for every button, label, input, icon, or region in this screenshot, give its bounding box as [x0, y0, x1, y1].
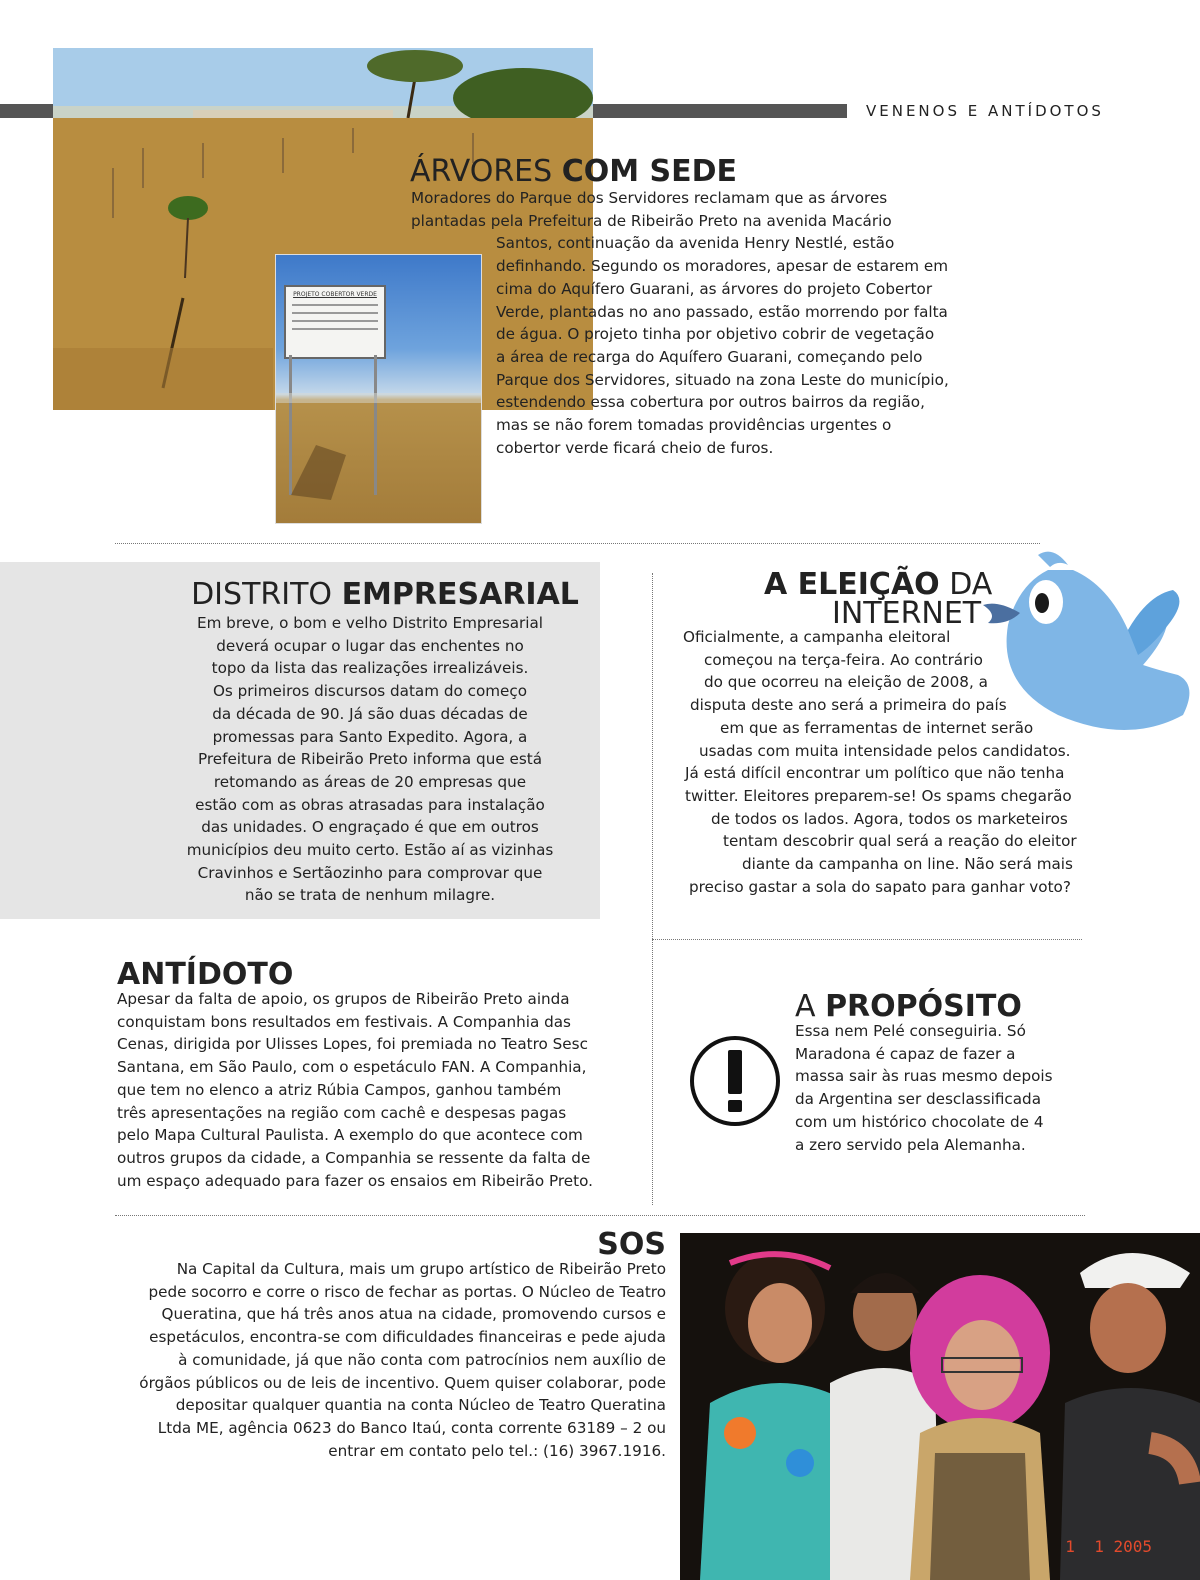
text-line: pelo Mapa Cultural Paulista. A exemplo do que acontece com — [117, 1126, 583, 1145]
text-line: plantadas pela Prefeitura de Ribeirão Preto na avenida Macário — [411, 211, 892, 230]
text-line: que tem no elenco a atriz Rúbia Campos, ganhou também — [117, 1080, 562, 1099]
text-line: depositar qualquer quantia na conta Núcleo de Teatro Queratina — [175, 1396, 666, 1415]
text-line: preciso gastar a sola do sapato para ganhar voto? — [689, 877, 1071, 896]
text-line: twitter. Eleitores preparem-se! Os spams chegarão — [685, 786, 1072, 805]
eleicao-title-line2 — [670, 596, 1090, 631]
divider — [652, 573, 653, 1205]
text-line: Em breve, o bom e velho Distrito Empresarial — [196, 614, 544, 632]
text-line: conquistam bons resultados em festivais. A Companhia das — [117, 1012, 571, 1031]
text-line: da Argentina ser desclassificada — [795, 1090, 1042, 1109]
proposito-body — [795, 1020, 1095, 1156]
text-line: cima do Aquífero Guarani, as árvores do projeto Cobertor — [496, 279, 933, 298]
text-line: Parque dos Servidores, situado na zona Leste do município, — [496, 370, 949, 389]
distrito-title-light: DISTRITO — [191, 577, 342, 612]
sos-article — [110, 1228, 666, 1462]
header-bar-right — [592, 104, 847, 118]
antidoto-article — [117, 958, 637, 1192]
text-line: não se trata de nenhum milagre. — [244, 886, 496, 905]
eleicao-article — [670, 567, 1090, 898]
text-line: Maradona é capaz de fazer a — [795, 1044, 1016, 1063]
sos-title — [110, 1228, 666, 1262]
text-line: a zero servido pela Alemanha. — [795, 1135, 1026, 1154]
text-line: diante da campanha on line. Não será mais — [742, 855, 1073, 874]
text-line: Cravinhos e Sertãozinho para comprovar que — [197, 863, 543, 882]
text-line: Ltda ME, agência 0623 do Banco Itaú, conta corrente 63189 – 2 ou — [157, 1418, 666, 1437]
divider — [115, 1215, 1085, 1216]
arvores-title-bold: COM SEDE — [561, 154, 738, 189]
eleicao-body — [670, 626, 1090, 898]
text-line: começou na terça-feira. Ao contrário — [704, 650, 983, 669]
arvores-body — [400, 187, 990, 459]
text-line: retomando as áreas de 20 empresas que — [213, 772, 527, 791]
text-line: de todos os lados. Agora, todos os marketeiros — [711, 809, 1068, 828]
header-bar-left — [0, 104, 56, 118]
text-line: Verde, plantadas no ano passado, estão morrendo por falta — [496, 302, 948, 321]
eleicao-title-bold: A ELEIÇÃO — [764, 567, 940, 602]
text-line: das unidades. O engraçado é que em outros — [201, 818, 539, 837]
text-line: em que as ferramentas de internet serão — [720, 718, 1034, 737]
text-line: Moradores do Parque dos Servidores reclamam que as árvores — [411, 189, 888, 207]
text-line: de água. O projeto tinha por objetivo cobrir de vegetação — [496, 325, 935, 344]
antidoto-title — [117, 958, 637, 992]
text-line: mas se não forem tomadas providências urgentes o — [496, 416, 892, 435]
distrito-article — [150, 578, 590, 907]
text-line: Santana, em São Paulo, com o espetáculo FAN. A Companhia, — [117, 1058, 587, 1077]
sos-title-bold: SOS — [597, 1227, 666, 1262]
text-line: um espaço adequado para fazer os ensaios em Ribeirão Preto. — [117, 1171, 593, 1190]
text-line: Na Capital da Cultura, mais um grupo artístico de Ribeirão Preto — [176, 1260, 666, 1278]
arvores-title — [400, 155, 990, 189]
text-line: Queratina, que há três anos atua na cidade, promovendo cursos e — [161, 1305, 666, 1324]
text-line: massa sair às ruas mesmo depois — [795, 1067, 1053, 1086]
antidoto-body — [117, 988, 637, 1192]
text-line: Cenas, dirigida por Ulisses Lopes, foi premiada no Teatro Sesc — [117, 1035, 588, 1054]
text-line: Apesar da falta de apoio, os grupos de Ribeirão Preto ainda — [117, 990, 570, 1008]
text-line: Prefeitura de Ribeirão Preto informa que está — [197, 750, 543, 769]
text-line: estendendo essa cobertura por outros bairros da região, — [496, 393, 925, 412]
text-line: à comunidade, já que não conta com patrocínios nem auxílio de — [178, 1350, 666, 1369]
text-line: Essa nem Pelé conseguiria. Só — [795, 1022, 1026, 1040]
section-tag: VENENOS E ANTÍDOTOS — [866, 102, 1104, 120]
distrito-title — [150, 578, 590, 612]
divider — [115, 543, 1040, 544]
proposito-article — [795, 990, 1095, 1156]
text-line: tentam descobrir qual será a reação do eleitor — [723, 832, 1077, 851]
text-line: Já está difícil encontrar um político que não tenha — [685, 764, 1065, 783]
text-line: a área de recarga do Aquífero Guarani, começando pelo — [496, 347, 923, 366]
text-line: topo da lista das realizações irrealizáveis. — [211, 659, 529, 678]
text-line: com um histórico chocolate de 4 — [795, 1112, 1044, 1131]
text-line: definhando. Segundo os moradores, apesar de estarem em — [496, 257, 949, 276]
text-line: estão com as obras atrasadas para instalação — [195, 795, 545, 814]
text-line: órgãos públicos ou de leis de incentivo. Quem quiser colaborar, pode — [139, 1373, 666, 1392]
text-line: Oficialmente, a campanha eleitoral — [683, 628, 951, 646]
text-line: municípios deu muito certo. Estão aí as vizinhas — [186, 841, 554, 860]
text-line: promessas para Santo Expedito. Agora, a — [212, 727, 528, 746]
theatre-group-photo — [680, 1233, 1200, 1580]
text-line: da década de 90. Já são duas décadas de — [212, 704, 528, 723]
text-line: outros grupos da cidade, a Companhia se ressente da falta de — [117, 1148, 591, 1167]
arvores-article — [400, 155, 990, 459]
distrito-body — [150, 612, 590, 907]
text-line: entrar em contato pelo tel.: (16) 3967.1916. — [328, 1441, 666, 1460]
text-line: deverá ocupar o lugar das enchentes no — [216, 636, 524, 655]
exclamation-circle-icon — [688, 1034, 782, 1128]
antidoto-title-bold: ANTÍDOTO — [117, 957, 294, 992]
eleicao-title-light-2: INTERNET — [832, 596, 982, 631]
sign-text: PROJETO COBERTOR VERDE — [293, 291, 377, 298]
proposito-title — [795, 990, 1095, 1024]
eleicao-title-light-1: DA — [939, 567, 993, 602]
sos-body — [110, 1258, 666, 1462]
proposito-title-light: A — [795, 989, 826, 1024]
text-line: pede socorro e corre o risco de fechar as portas. O Núcleo de Teatro — [148, 1282, 666, 1301]
photo-date-stamp: 1 1 2005 — [1065, 1537, 1152, 1556]
text-line: três apresentações na região com cachê e despesas pagas — [117, 1103, 567, 1122]
arvores-title-light: ÁRVORES — [410, 154, 562, 189]
text-line: cobertor verde ficará cheio de furos. — [496, 438, 774, 457]
text-line: do que ocorreu na eleição de 2008, a — [704, 673, 988, 692]
text-line: disputa deste ano será a primeira do país — [690, 696, 1007, 715]
proposito-title-bold: PROPÓSITO — [825, 989, 1022, 1024]
text-line: usadas com muita intensidade pelos candidatos. — [699, 741, 1071, 760]
text-line: Os primeiros discursos datam do começo — [212, 682, 528, 701]
text-line: Santos, continuação da avenida Henry Nestlé, estão — [496, 234, 895, 253]
divider — [652, 939, 1082, 940]
text-line: espetáculos, encontra-se com dificuldades financeiras e pede ajuda — [149, 1328, 666, 1347]
distrito-title-bold: EMPRESARIAL — [341, 577, 579, 612]
